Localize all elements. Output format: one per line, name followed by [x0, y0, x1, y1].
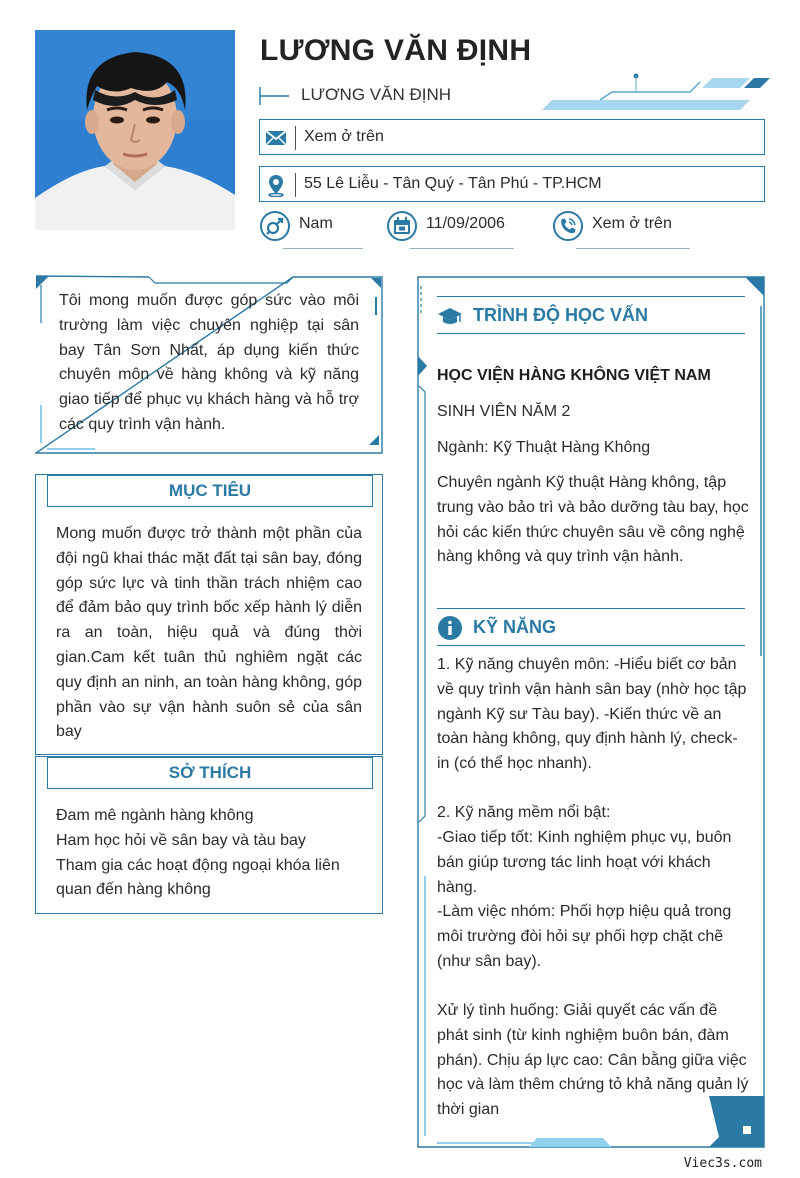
study-level: SINH VIÊN NĂM 2 — [437, 403, 571, 420]
envelope-icon — [264, 126, 288, 150]
phone-icon — [552, 210, 584, 242]
email-row — [259, 119, 765, 155]
address-value: 55 Lê Liễu - Tân Quý - Tân Phú - TP.HCM — [304, 175, 602, 192]
decorative-circuit — [540, 72, 772, 114]
underline — [410, 248, 514, 249]
hobbies-list — [56, 804, 362, 903]
intro-box — [35, 275, 384, 455]
full-name: LƯƠNG VĂN ĐỊNH — [260, 34, 532, 67]
birthday-item — [386, 208, 516, 252]
watermark: Viec3s.com — [683, 1156, 762, 1171]
intro-text: Tôi mong muốn được góp sức vào môi trường làm việc chuyên nghiệp tại sân bay Tân Sơn Nhất, áp dụng kiến thức chuyên môn về hàng không và kỹ năng giao tiếp để phục vụ khách hàng và hỗ trợ các quy trình vận hành. — [59, 292, 359, 433]
calendar-icon — [386, 210, 418, 242]
education-title: TRÌNH ĐỘ HỌC VẤN — [473, 305, 648, 325]
skill-teamwork: -Làm việc nhóm: Phối hợp hiệu quả trong môi trường đòi hỏi sự phối hợp chặt chẽ (như sân bay). — [437, 903, 732, 970]
separator — [295, 126, 296, 150]
right-column — [417, 276, 765, 1148]
hobby-item: Tham gia các hoạt động ngoại khóa liên quan đến hàng không — [56, 856, 340, 899]
underline — [576, 248, 690, 249]
objective-text: Mong muốn được trở thành một phần của đội ngũ khai thác mặt đất tại sân bay, đóng góp sức lực và tinh thần trách nhiệm cao để đảm bảo quy trình bốc xếp hành lý diễn ra an toàn, hiệu quả và đúng thời gian.Cam kết tuân thủ nghiêm ngặt các quy định an ninh, an toàn hàng không, góp phần vào sự vận hành suôn sẻ của sân bay — [56, 525, 362, 741]
separator — [295, 173, 296, 197]
school-name: HỌC VIỆN HÀNG KHÔNG VIỆT NAM — [437, 367, 711, 384]
skill-problem-solving: Xử lý tình huống: Giải quyết các vấn đề phát sinh (từ kinh nghiệm buôn bán, đàm phán). Chịu áp lực cao: Cân bằng giữa việc học và làm thêm chứng tỏ khả năng quản lý thời gian — [437, 1002, 749, 1119]
gender-item — [259, 208, 369, 252]
address-row — [259, 166, 765, 202]
profile-photo — [35, 30, 235, 230]
info-icon — [437, 615, 463, 641]
phone-value: Xem ở trên — [592, 215, 672, 232]
education-header — [437, 296, 745, 334]
hobby-item: Ham học hỏi về sân bay và tàu bay — [56, 831, 306, 849]
objective-section — [35, 474, 383, 755]
hobbies-title: SỞ THÍCH — [47, 757, 373, 789]
skill-soft-title: 2. Kỹ năng mềm nổi bật: — [437, 804, 611, 821]
skill-communication: -Giao tiếp tốt: Kinh nghiệm phục vụ, buôn bán giúp tương tác linh hoạt với khách hàng. — [437, 829, 732, 896]
birthday-value: 11/09/2006 — [426, 215, 505, 232]
hobby-item: Đam mê ngành hàng không — [56, 807, 254, 824]
education-description: Chuyên ngành Kỹ thuật Hàng không, tập trung vào bảo trì và bảo dưỡng tàu bay, học hỏi các kiến thức chuyên sâu về công nghệ hàng không và quy trình vận hành. — [437, 474, 749, 566]
objective-title: MỤC TIÊU — [47, 475, 373, 507]
map-marker-icon — [264, 173, 288, 197]
skill-professional: 1. Kỹ năng chuyên môn: -Hiểu biết cơ bản về quy trình vận hành sân bay (nhờ học tập ngành Kỹ sư Tàu bay). -Kiến thức về an toàn hàng không, quy định hành lý, check-in (có thể học nhanh). — [437, 656, 747, 773]
major: Ngành: Kỹ Thuật Hàng Không — [437, 439, 651, 456]
subtitle-marker — [259, 86, 291, 106]
hobbies-section — [35, 756, 383, 914]
underline — [283, 248, 363, 249]
phone-item — [552, 208, 692, 252]
gender-icon — [259, 210, 291, 242]
job-title: LƯƠNG VĂN ĐỊNH — [301, 85, 452, 104]
skills-title: KỸ NĂNG — [473, 617, 557, 637]
skills-header — [437, 608, 745, 646]
email-value: Xem ở trên — [304, 128, 384, 145]
graduation-cap-icon — [437, 303, 463, 329]
gender-value: Nam — [299, 215, 333, 232]
